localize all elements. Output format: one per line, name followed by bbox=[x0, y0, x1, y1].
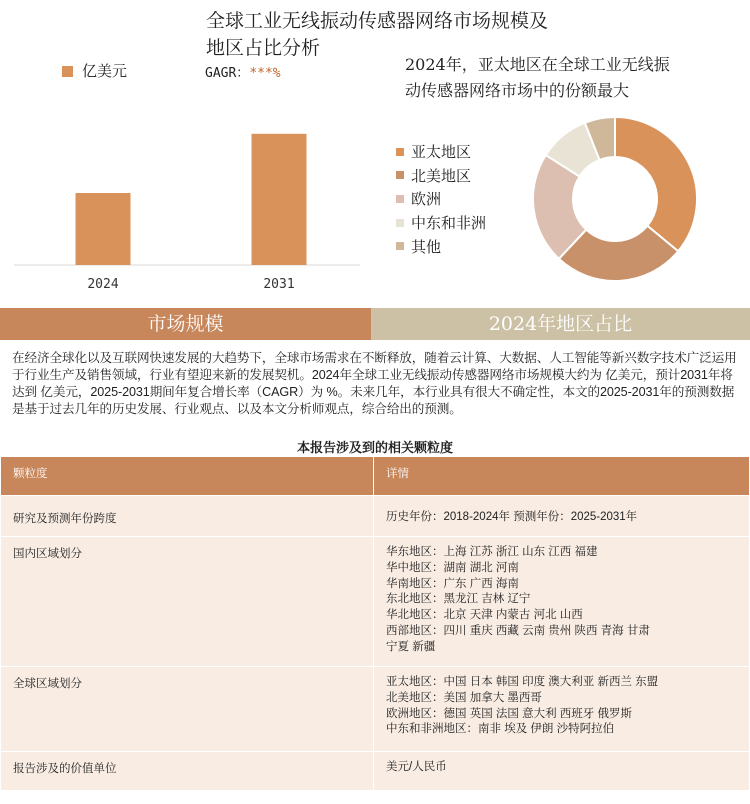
pie-title-line-2: 动传感器网络市场中的份额最大 bbox=[405, 81, 630, 100]
table-header-row bbox=[1, 457, 750, 496]
bar-legend-swatch bbox=[62, 66, 73, 77]
cagr-value: ***% bbox=[249, 66, 281, 81]
detail-line: 亚太地区：中国 日本 韩国 印度 澳大利亚 新西兰 东盟 bbox=[386, 676, 659, 688]
detail-line: 东北地区：黑龙江 吉林 辽宁 bbox=[386, 593, 531, 606]
legend-swatch bbox=[396, 195, 404, 203]
legend-label: 亚太地区 bbox=[411, 144, 472, 162]
pie-title-line-1: 2024年，亚太地区在全球工业无线振 bbox=[405, 55, 670, 74]
main-title-line-1: 全球工业无线振动传感器网络市场规模及 bbox=[206, 10, 549, 32]
detail-line: 华北地区：北京 天津 内蒙古 河北 山西 bbox=[386, 609, 583, 622]
table-row bbox=[1, 537, 750, 667]
row-label: 全球区域划分 bbox=[1, 667, 374, 752]
row-label: 国内区域划分 bbox=[1, 537, 374, 667]
main-title-line-2: 地区占比分析 bbox=[206, 37, 321, 59]
legend-swatch bbox=[396, 171, 404, 179]
row-detail bbox=[374, 752, 750, 791]
detail-line: 华东地区：上海 江苏 浙江 山东 江西 福建 bbox=[386, 546, 598, 558]
bar-chart bbox=[0, 80, 370, 300]
detail-line: 美元/人民币 bbox=[386, 761, 447, 773]
table-title: 本报告涉及到的相关颗粒度 bbox=[296, 441, 453, 456]
detail-line: 历史年份：2018-2024年 预测年份：2025-2031年 bbox=[386, 511, 638, 523]
cagr-label: GAGR： bbox=[205, 66, 250, 81]
detail-line: 欧洲地区：德国 英国 法国 意大利 西班牙 俄罗斯 bbox=[386, 707, 632, 720]
detail-line: 西部地区：四川 重庆 西藏 云南 贵州 陕西 青海 甘肃 bbox=[386, 624, 650, 637]
section-region-share: 2024年地区占比 bbox=[371, 308, 750, 340]
table-header-cell: 详情 bbox=[374, 457, 750, 496]
section-market-size: 市场规模 bbox=[0, 308, 371, 340]
row-detail bbox=[374, 496, 750, 537]
legend-swatch bbox=[396, 219, 404, 227]
legend-swatch bbox=[396, 242, 404, 250]
legend-label: 欧洲 bbox=[411, 191, 442, 209]
detail-line: 华南地区：广东 广西 海南 bbox=[386, 577, 519, 590]
table-row bbox=[1, 667, 750, 752]
pie-legend bbox=[396, 140, 486, 258]
detail-line: 华中地区：湖南 湖北 河南 bbox=[386, 561, 519, 574]
x-tick-label: 2031 bbox=[263, 277, 295, 292]
granularity-table bbox=[0, 456, 750, 791]
pie-legend-item bbox=[396, 187, 486, 211]
row-detail bbox=[374, 667, 750, 752]
detail-line: 北美地区：美国 加拿大 墨西哥 bbox=[386, 691, 542, 704]
x-tick-label: 2024 bbox=[87, 277, 119, 292]
pie-legend-item bbox=[396, 211, 486, 235]
table-row bbox=[1, 752, 750, 791]
bar bbox=[252, 134, 307, 265]
legend-label: 北美地区 bbox=[411, 167, 472, 185]
table-header-cell: 颗粒度 bbox=[1, 457, 374, 496]
donut-chart bbox=[520, 104, 710, 294]
pie-title bbox=[405, 52, 735, 104]
cagr-text bbox=[205, 62, 281, 81]
detail-line: 宁夏 新疆 bbox=[386, 640, 436, 653]
legend-label: 其他 bbox=[411, 238, 442, 256]
row-detail bbox=[374, 537, 750, 667]
pie-legend-item bbox=[396, 140, 486, 164]
detail-line: 中东和非洲地区：南非 埃及 伊朗 沙特阿拉伯 bbox=[386, 723, 615, 736]
pie-legend-item bbox=[396, 234, 486, 258]
intro-paragraph: 在经济全球化以及互联网快速发展的大趋势下，全球市场需求在不断释放，随着云计算、大数据、人工智能等新兴数字技术广泛运用于行业生产及销售领域，行业有望迎来新的发展契机。2024年全球工业无线振动传感器网络市场规模大约为 亿美元，预计2031年将达到 亿美元，2025-2031期间年复合增长率（CAGR）为 %。未来几年，本行业具有很大不确定性，本文的2025-2031年的预测数据是基于过去几年的历史发展、行业观点、以及本文分析师观点，综合给出的预测。 bbox=[12, 351, 737, 416]
row-label: 报告涉及的价值单位 bbox=[1, 752, 374, 791]
bar bbox=[76, 193, 131, 265]
pie-legend-item bbox=[396, 164, 486, 188]
row-label: 研究及预测年份跨度 bbox=[1, 496, 374, 537]
legend-swatch bbox=[396, 148, 404, 156]
legend-label: 中东和非洲 bbox=[411, 215, 487, 233]
table-row bbox=[1, 496, 750, 537]
bar-legend-label: 亿美元 bbox=[82, 62, 128, 80]
pie-slice bbox=[615, 117, 697, 251]
